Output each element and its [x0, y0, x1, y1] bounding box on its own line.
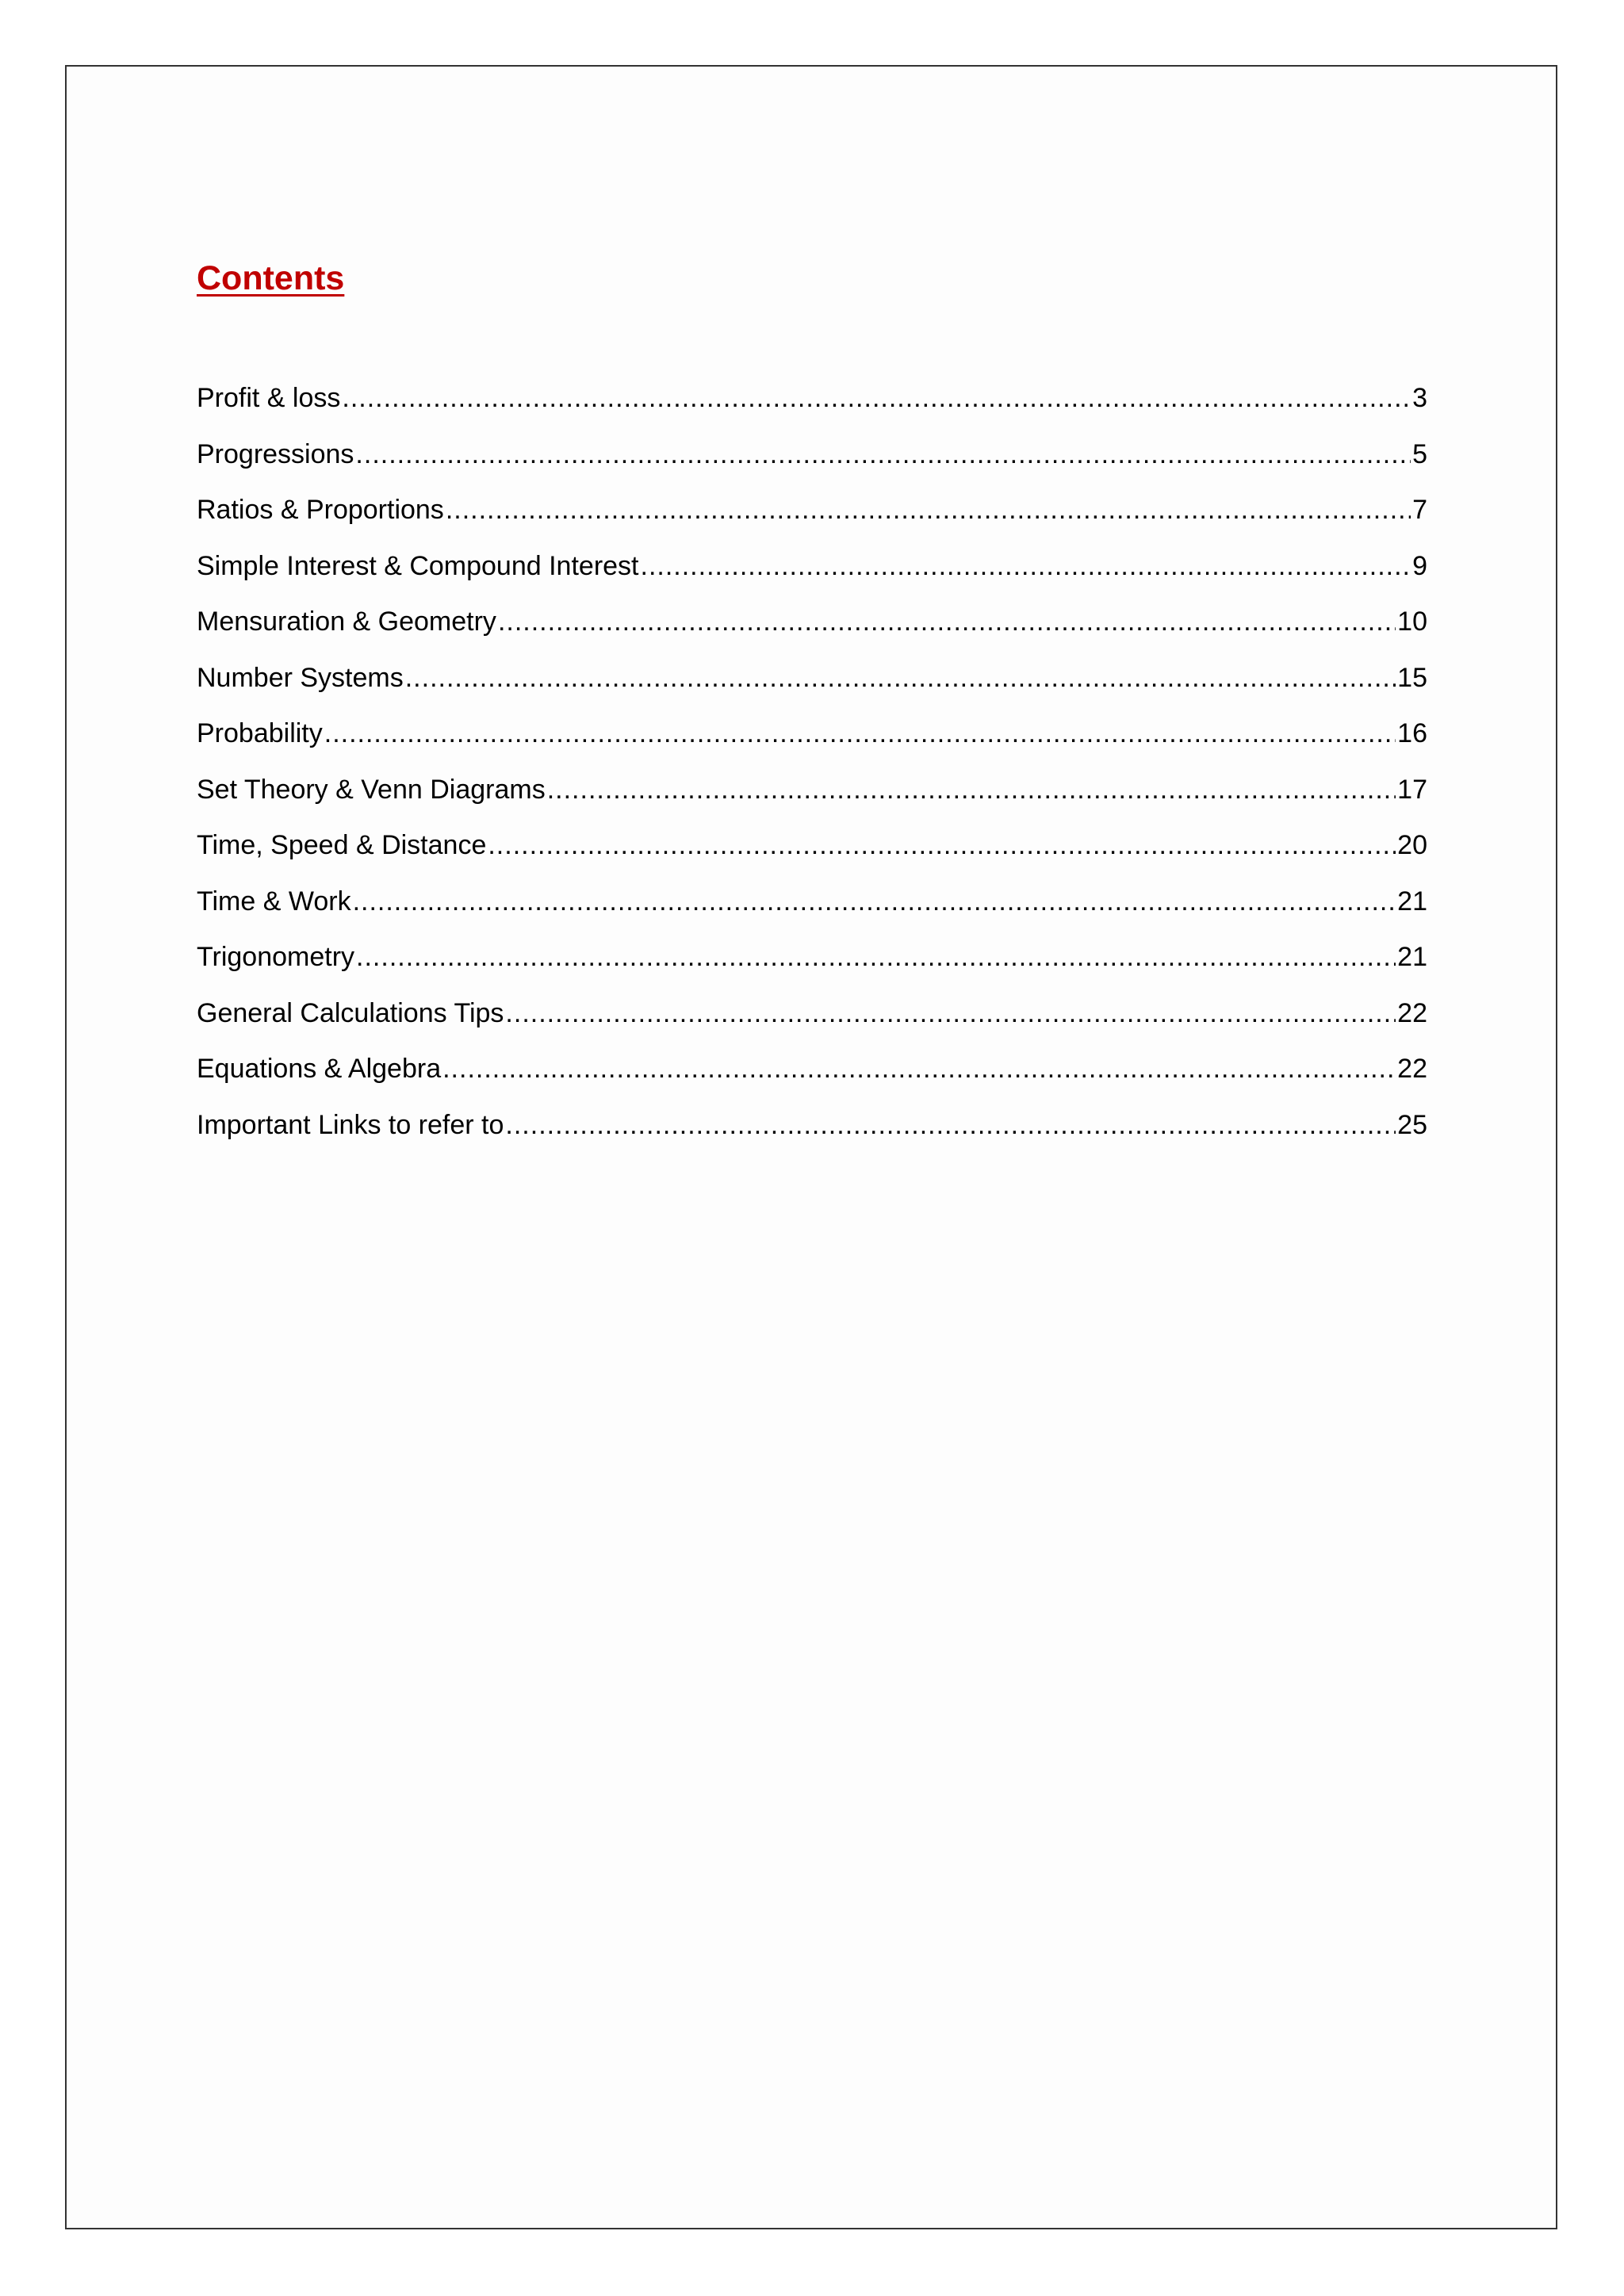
toc-entry-page: 21 [1397, 942, 1427, 972]
toc-entry-simple-compound-interest[interactable] [197, 550, 1427, 607]
toc-entry-ratios-proportions[interactable] [197, 494, 1427, 550]
toc-entry-title: Time & Work [197, 886, 351, 916]
toc-entry-general-calculations-tips[interactable] [197, 997, 1427, 1054]
toc-entry-progressions[interactable] [197, 438, 1427, 495]
toc-entry-time-speed-distance[interactable] [197, 829, 1427, 886]
toc-dot-leader [442, 1053, 1396, 1085]
toc-dot-leader [488, 829, 1396, 862]
toc-entry-page: 22 [1397, 1054, 1427, 1084]
toc-entry-page: 22 [1397, 997, 1427, 1028]
toc-entry-page: 15 [1397, 662, 1427, 693]
toc-dot-leader [356, 941, 1396, 974]
toc-entry-title: Number Systems [197, 662, 404, 693]
toc-entry-trigonometry[interactable] [197, 941, 1427, 997]
toc-dot-leader [547, 774, 1396, 806]
toc-entry-title: Probability [197, 718, 323, 748]
toc-dot-leader [342, 382, 1411, 415]
toc-entry-title: Important Links to refer to [197, 1109, 504, 1140]
toc-entry-time-work[interactable] [197, 886, 1427, 942]
toc-entry-page: 20 [1397, 830, 1427, 860]
toc-entry-title: Equations & Algebra [197, 1054, 442, 1084]
toc-entry-page: 16 [1397, 718, 1427, 748]
toc-entry-title: Ratios & Proportions [197, 495, 444, 525]
toc-entry-title: Simple Interest & Compound Interest [197, 550, 639, 581]
toc-entry-page: 21 [1397, 886, 1427, 916]
toc-entry-title: Mensuration & Geometry [197, 607, 496, 637]
toc-entry-page: 9 [1412, 550, 1427, 581]
toc-dot-leader [405, 662, 1396, 695]
toc-entry-title: Trigonometry [197, 942, 355, 972]
toc-entry-mensuration-geometry[interactable] [197, 606, 1427, 662]
toc-entry-number-systems[interactable] [197, 662, 1427, 718]
toc-entry-set-theory-venn[interactable] [197, 774, 1427, 830]
toc-dot-leader [498, 606, 1396, 638]
toc-entry-page: 7 [1412, 495, 1427, 525]
toc-entry-title: Set Theory & Venn Diagrams [197, 774, 546, 805]
toc-entry-equations-algebra[interactable] [197, 1053, 1427, 1109]
toc-entry-title: Profit & loss [197, 383, 341, 413]
toc-dot-leader [324, 718, 1396, 750]
toc-entry-page: 3 [1412, 383, 1427, 413]
toc-entry-page: 10 [1397, 607, 1427, 637]
toc-dot-leader [355, 438, 1411, 471]
toc-entry-page: 5 [1412, 438, 1427, 469]
contents-heading: Contents [197, 259, 345, 297]
toc-entry-probability[interactable] [197, 718, 1427, 774]
toc-dot-leader [446, 494, 1411, 526]
table-of-contents [197, 382, 1427, 1165]
toc-entry-page: 17 [1397, 774, 1427, 805]
toc-entry-title: Time, Speed & Distance [197, 830, 487, 860]
toc-entry-important-links[interactable] [197, 1109, 1427, 1165]
toc-entry-page: 25 [1397, 1109, 1427, 1140]
toc-dot-leader [505, 1109, 1396, 1142]
toc-entry-title: General Calculations Tips [197, 997, 504, 1028]
toc-entry-profit-loss[interactable] [197, 382, 1427, 438]
toc-dot-leader [641, 550, 1411, 583]
toc-dot-leader [505, 997, 1396, 1030]
toc-dot-leader [353, 886, 1396, 918]
toc-entry-title: Progressions [197, 438, 354, 469]
